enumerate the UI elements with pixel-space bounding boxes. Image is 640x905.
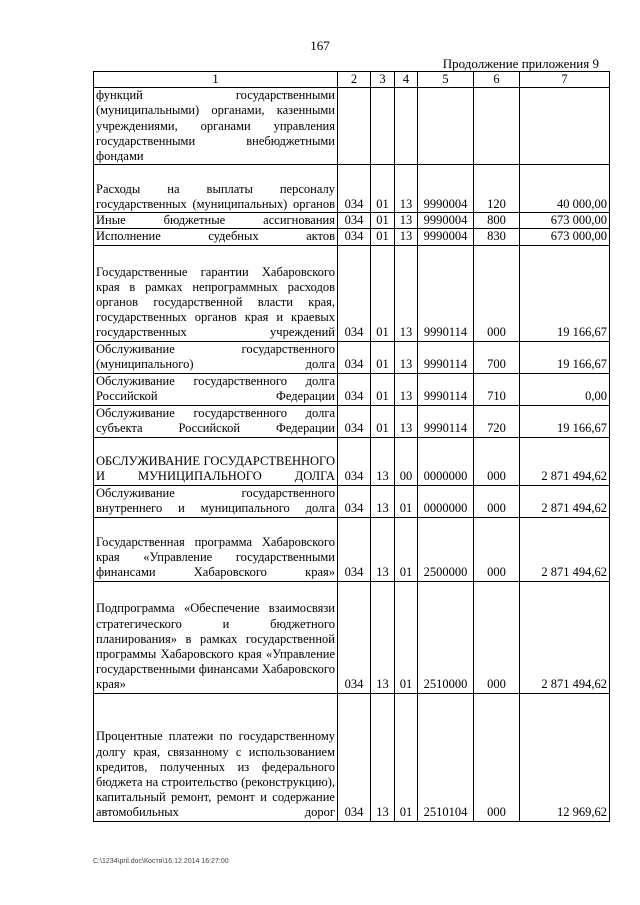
table-row — [94, 213, 610, 229]
column-header: 2 — [338, 72, 371, 88]
cell-amount: 12 969,62 — [520, 693, 610, 821]
cell-ministry-code: 034 — [338, 581, 371, 693]
cell-section-code: 01 — [371, 213, 395, 229]
cell-section-code: 13 — [371, 693, 395, 821]
cell-target-code: 9990114 — [418, 405, 474, 437]
cell-subsection-code: 01 — [395, 517, 418, 581]
cell-expense-type — [474, 88, 520, 165]
cell-expense-type: 800 — [474, 213, 520, 229]
cell-subsection-code: 13 — [395, 341, 418, 373]
cell-amount: 673 000,00 — [520, 213, 610, 229]
cell-section-code: 01 — [371, 165, 395, 213]
column-header: 1 — [94, 72, 338, 88]
page-number: 167 — [310, 38, 330, 53]
cell-ministry-code: 034 — [338, 693, 371, 821]
cell-section-code: 13 — [371, 437, 395, 485]
cell-expense-type: 000 — [474, 517, 520, 581]
cell-target-code: 0000000 — [418, 485, 474, 517]
cell-amount: 2 871 494,62 — [520, 517, 610, 581]
cell-amount: 673 000,00 — [520, 229, 610, 245]
cell-ministry-code: 034 — [338, 485, 371, 517]
cell-target-code: 2500000 — [418, 517, 474, 581]
column-header: 6 — [474, 72, 520, 88]
table-row — [94, 581, 610, 693]
cell-section-code: 01 — [371, 245, 395, 341]
continuation-label: Продолжение приложения 9 — [442, 56, 599, 71]
cell-subsection-code: 13 — [395, 213, 418, 229]
row-name: Обслуживание государственного долга Российской Федерации — [94, 373, 338, 405]
column-header: 3 — [371, 72, 395, 88]
cell-subsection-code: 13 — [395, 229, 418, 245]
cell-target-code: 9990004 — [418, 213, 474, 229]
cell-section-code: 01 — [371, 229, 395, 245]
cell-ministry-code: 034 — [338, 165, 371, 213]
cell-target-code: 9990114 — [418, 341, 474, 373]
cell-amount: 19 166,67 — [520, 405, 610, 437]
cell-ministry-code: 034 — [338, 213, 371, 229]
footer-file-path: C:\1234\pril.doc\Костя\16.12.2014 16:27:00 — [93, 858, 229, 865]
cell-subsection-code: 01 — [395, 693, 418, 821]
cell-subsection-code: 00 — [395, 437, 418, 485]
row-name: Государственная программа Хабаровского края «Управление государственными финансами Хабаровского края» — [94, 517, 338, 581]
row-name: Обслуживание государственного (муниципального) долга — [94, 341, 338, 373]
cell-amount: 40 000,00 — [520, 165, 610, 213]
column-header: 7 — [520, 72, 610, 88]
cell-target-code — [418, 88, 474, 165]
table-row — [94, 373, 610, 405]
table-row — [94, 405, 610, 437]
cell-expense-type: 000 — [474, 581, 520, 693]
cell-expense-type: 000 — [474, 245, 520, 341]
row-name: Процентные платежи по государственному долгу края, связанному с использованием кредитов, полученных из федерального бюджета на строительство (реконструкцию), капитальный ремонт, ремонт и содержание автомобильных дорог — [94, 693, 338, 821]
row-name: Исполнение судебных актов — [94, 229, 338, 245]
cell-target-code: 9990114 — [418, 373, 474, 405]
row-name: функций государственными (муниципальными) органами, казенными учреждениями, органами управления государственными внебюджетными фондами — [94, 88, 338, 165]
budget-table — [93, 71, 610, 822]
cell-target-code: 0000000 — [418, 437, 474, 485]
table-row — [94, 165, 610, 213]
cell-target-code: 2510104 — [418, 693, 474, 821]
row-name: Обслуживание государственного долга субъекта Российской Федерации — [94, 405, 338, 437]
cell-section-code: 01 — [371, 405, 395, 437]
cell-subsection-code: 13 — [395, 165, 418, 213]
row-name: Подпрограмма «Обеспечение взаимосвязи стратегического и бюджетного планирования» в рамках государственной программы Хабаровского края «Управление государственными финансами Хабаровского края» — [94, 581, 338, 693]
cell-target-code: 9990004 — [418, 229, 474, 245]
cell-section-code: 01 — [371, 341, 395, 373]
cell-subsection-code: 13 — [395, 245, 418, 341]
cell-expense-type: 720 — [474, 405, 520, 437]
row-name: Государственные гарантии Хабаровского края в рамках непрограммных расходов органов государственной власти края, государственных органов края и краевых государственных учреждений — [94, 245, 338, 341]
table-row — [94, 693, 610, 821]
cell-section-code: 01 — [371, 373, 395, 405]
cell-amount: 19 166,67 — [520, 245, 610, 341]
cell-expense-type: 000 — [474, 485, 520, 517]
cell-target-code: 2510000 — [418, 581, 474, 693]
cell-ministry-code: 034 — [338, 341, 371, 373]
cell-ministry-code — [338, 88, 371, 165]
row-name: Обслуживание государственного внутреннего и муниципального долга — [94, 485, 338, 517]
row-name: Иные бюджетные ассигнования — [94, 213, 338, 229]
cell-section-code: 13 — [371, 485, 395, 517]
cell-expense-type: 000 — [474, 693, 520, 821]
column-header: 5 — [418, 72, 474, 88]
cell-subsection-code: 13 — [395, 373, 418, 405]
table-row — [94, 229, 610, 245]
cell-expense-type: 000 — [474, 437, 520, 485]
cell-expense-type: 710 — [474, 373, 520, 405]
row-name: Расходы на выплаты персоналу государственных (муниципальных) органов — [94, 165, 338, 213]
cell-amount: 2 871 494,62 — [520, 581, 610, 693]
cell-subsection-code: 01 — [395, 485, 418, 517]
table-row — [94, 88, 610, 165]
table-row — [94, 245, 610, 341]
cell-amount: 2 871 494,62 — [520, 437, 610, 485]
cell-ministry-code: 034 — [338, 229, 371, 245]
cell-amount: 0,00 — [520, 373, 610, 405]
table-row — [94, 517, 610, 581]
cell-ministry-code: 034 — [338, 517, 371, 581]
cell-expense-type: 120 — [474, 165, 520, 213]
cell-subsection-code — [395, 88, 418, 165]
cell-ministry-code: 034 — [338, 405, 371, 437]
cell-target-code: 9990004 — [418, 165, 474, 213]
cell-section-code — [371, 88, 395, 165]
cell-amount — [520, 88, 610, 165]
row-name: ОБСЛУЖИВАНИЕ ГОСУДАРСТВЕННОГО И МУНИЦИПАЛЬНОГО ДОЛГА — [94, 437, 338, 485]
cell-expense-type: 700 — [474, 341, 520, 373]
cell-section-code: 13 — [371, 517, 395, 581]
cell-ministry-code: 034 — [338, 373, 371, 405]
column-header: 4 — [395, 72, 418, 88]
table-row — [94, 437, 610, 485]
table-row — [94, 341, 610, 373]
cell-subsection-code: 01 — [395, 581, 418, 693]
cell-amount: 19 166,67 — [520, 341, 610, 373]
cell-section-code: 13 — [371, 581, 395, 693]
cell-expense-type: 830 — [474, 229, 520, 245]
cell-target-code: 9990114 — [418, 245, 474, 341]
cell-ministry-code: 034 — [338, 245, 371, 341]
cell-subsection-code: 13 — [395, 405, 418, 437]
cell-amount: 2 871 494,62 — [520, 485, 610, 517]
header-row — [94, 72, 610, 88]
cell-ministry-code: 034 — [338, 437, 371, 485]
table-row — [94, 485, 610, 517]
